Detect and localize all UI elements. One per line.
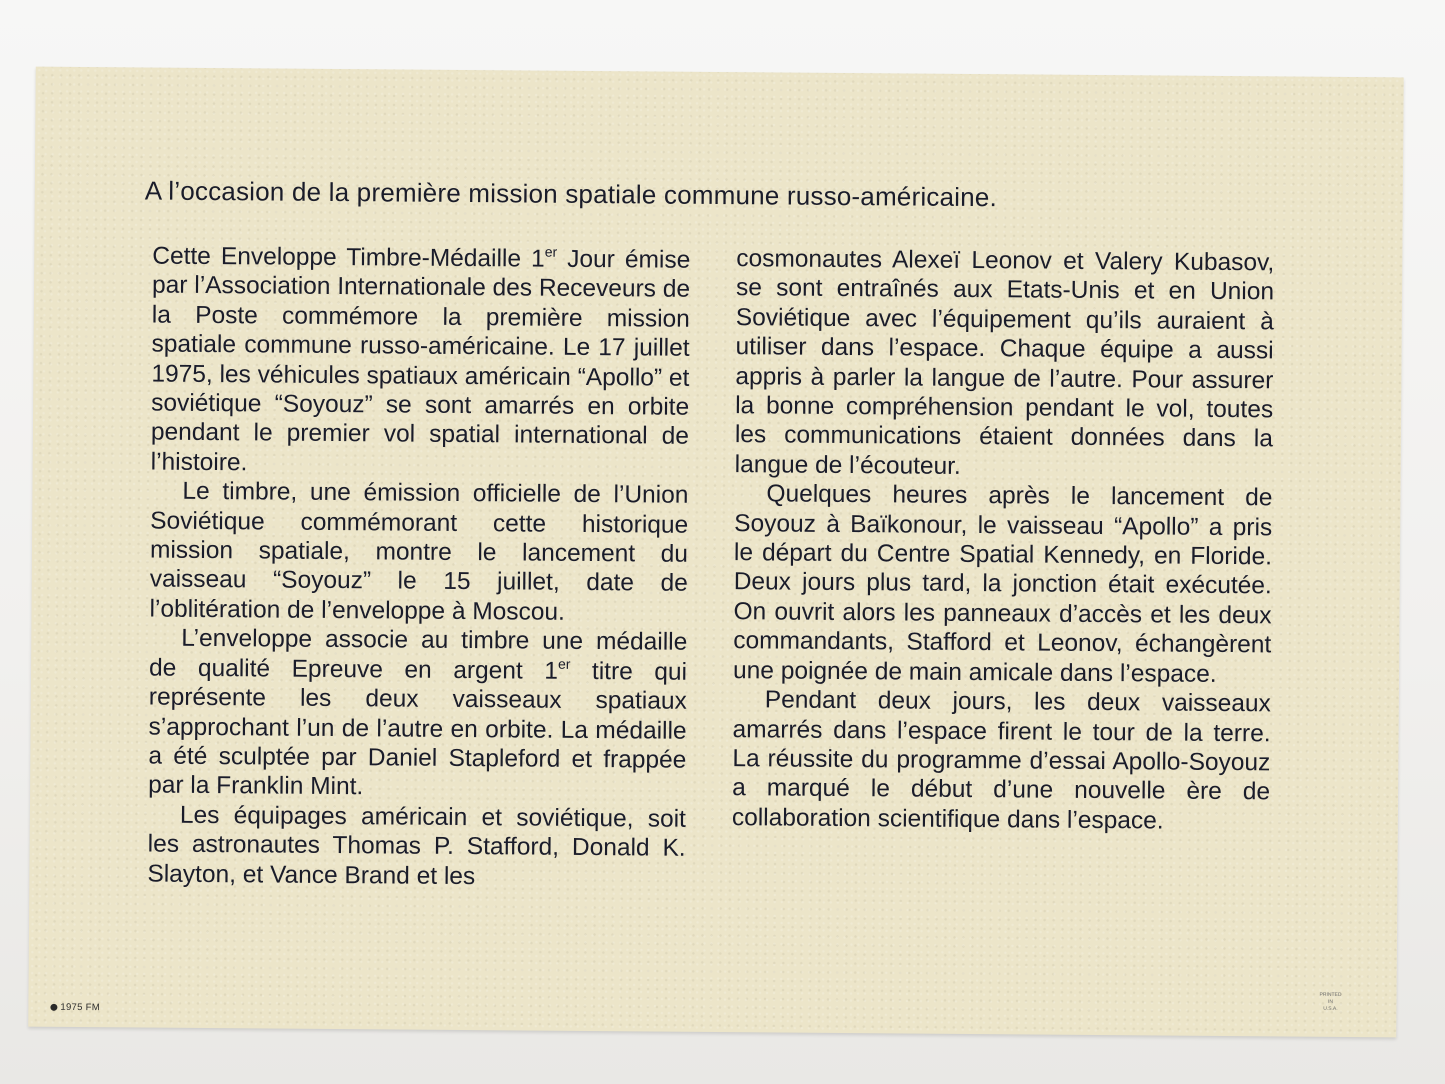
copyright-notice [50,1002,100,1013]
printed-in-usa-mark [1313,992,1347,1018]
right-column [732,244,1275,836]
left-paragraph-4: Les équipages américain et soviétique, soit les astronautes Thomas P. Stafford, Donald K. Slayton, et Vance Brand et les [147,801,687,890]
left-p3-text-b: titre qui représente les deux vaisseaux spatiaux s’approchant l’un de l’autre en orbite. La médaille a été sculptée par Daniel Stapleford et frappée par la Franklin Mint. [148,657,688,801]
copyright-text: 1975 FM [60,1001,101,1014]
card-heading: A l’occasion de la première mission spatiale commune russo-américaine. [144,175,998,213]
left-p3-superscript: er [557,655,571,672]
left-p3-text-a: L’enveloppe associe au timbre une médaille de qualité Epreuve en argent 1 [148,625,688,685]
left-p1-superscript: er [544,243,558,260]
right-paragraph-3: Pendant deux jours, les deux vaisseaux amarrés dans l’espace firent le tour de la terre. La réussite du programme d’essai Apollo-Soyouz a marqué le début d’une nouvelle ère de collaboration scientifique dans l’espace. [731,686,1271,835]
left-paragraph-3 [148,624,687,805]
left-p1-text-b: Jour émise par l’Association Internationale des Receveurs de la Poste commémore la première mission spatiale commune russo-américaine. Le 17 juillet 1975, les véhicules spatiaux américain “Apollo” et soviétique “Soyouz” se sont amarrés en orbite pendant le premier vol spatial international de l’histoire. [150,245,691,477]
copyright-icon [50,1004,57,1011]
printed-card [28,67,1403,1038]
printed-mark-line-2: IN [1327,998,1334,1005]
right-paragraph-1: cosmonautes Alexeï Leonov et Valery Kubasov, se sont entraînés aux Etats-Unis et en Union Soviétique avec l’équipement qu’ils auraient à utiliser dans l’espace. Chaque équipe a aussi appris à parler la langue de l’autre. Pour assurer la bonne compréhension pendant le vol, toutes les communications étaient données dans la langue de l’écouteur. [734,245,1275,480]
left-paragraph-1 [151,242,691,481]
right-paragraph-2: Quelques heures après le lancement de Soyouz à Baïkonour, le vaisseau “Apollo” a pris le départ du Centre Spatial Kennedy, en Floride. Deux jours plus tard, la jonction était exécutée. On ouvrit alors les panneaux d’accès et les deux commandants, Stafford et Leonov, échangèrent une poignée de main amicale dans l’espace. [732,480,1273,688]
printed-mark-line-1: PRINTED [1319,991,1342,998]
printed-mark-line-3: U.S.A. [1323,1005,1338,1012]
left-p1-text-a: Cette Enveloppe Timbre-Médaille 1 [152,242,545,273]
left-column [147,242,690,893]
left-paragraph-2: Le timbre, une émission officielle de l’Union Soviétique commémorant cette historique mission spatiale, montre le lancement du vaisseau “Soyouz” le 15 juillet, date de l’oblitération de l’enveloppe à Moscou. [149,478,689,626]
